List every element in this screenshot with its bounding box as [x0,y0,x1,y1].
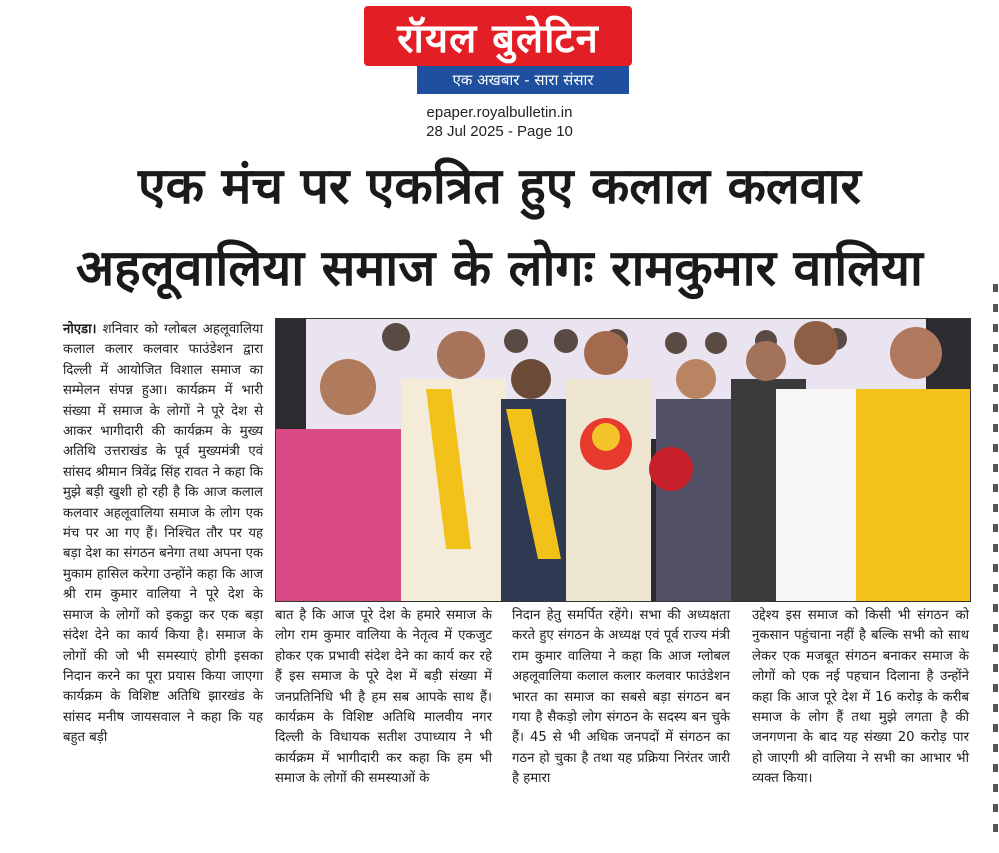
edition-date-page: 28 Jul 2025 - Page 10 [426,123,573,140]
event-photo [275,318,971,602]
edition-site: epaper.royalbulletin.in [426,104,573,121]
article-column-1 [63,320,263,749]
article-text-col2: बात है कि आज पूरे देश के हमारे समाज के लोग राम कुमार वालिया के नेतृत्व में एकजुट होकर एक प्रभावी संदेश देने का कार्य कर रहे हैं इस समाज के पूरे देश में बड़ी संख्या में जनप्रतिनिधि भी है हम सब आपके साथ हैं। कार्यक्रम के विशिष्ट अतिथि मालवीय नगर दिल्ली के विधायक सतीश उपाध्याय ने भी कार्यक्रम में भागीदारी कर कहा कि हम भी समाज के लोगों की समस्याओं के [275,608,492,787]
article-text-col3: निदान हेतु समर्पित रहेंगे। सभा की अध्यक्षता करते हुए संगठन के अध्यक्ष एवं पूर्व राज्य मंत्री राम कुमार वालिया ने कहा कि आज ग्लोबल अहलूवालिया कलाल कलार कलवार फाउंडेशन भारत का समाज का सबसे बड़ा संगठन बन गया है सैकड़ो लोग संगठन के सदस्य बन चुके हैं। 45 से भी अधिक जनपदों में संगठन का गठन हो चुका है तथा यह प्रक्रिया निरंतर जारी है हमारा [512,608,730,787]
article-text-col1: शनिवार को ग्लोबल अहलूवालिया कलाल कलार कलवार फाउंडेशन द्वारा दिल्ली में आयोजित विशाल समाज का सम्मेलन संपन्न हुआ। कार्यक्रम में भारी संख्या में समाज के लोगों ने पूरे देश से आकर भागीदारी की कार्यक्रम के मुख्य अतिथि उत्तराखंड के पूर्व मुख्यमंत्री एवं सांसद श्रीमान त्रिवेंद्र सिंह रावत ने कहा कि मुझे बड़ी खुशी हो रही है कि आज कलाल कलवार अहलूवालिया समाज के लोग एक मंच पर आ गए हैं। निश्चित तौर पर यह बड़ा देश का संगठन बनेगा तथा अपना एक मुकाम हासिल करेगा उन्होंने कहा कि आज श्री राम कुमार वालिया ने पूरे देश के समाज के लोगों को इकट्ठा कर एक बड़ा संदेश देने का कार्य किया है। समाज के लोगों की जो भी समस्याएं होगी इसका निदान करने का पूरा प्रयास किया जाएगा कार्यक्रम के विशिष्ट अतिथि झारखंड के सांसद मनीष जायसवाल ने कहा कि यह बहुत बड़ी [63,322,263,746]
article-text-col4: उद्देश्य इस समाज को किसी भी संगठन को नुकसान पहुंचाना नहीं है बल्कि सभी को साथ लेकर एक मजबूत संगठन बनाकर समाज के लोगों को एक नई पहचान दिलाना है उन्होंने कहा कि आज पूरे देश में 16 करोड़ के करीब समाज के लोग हैं तथा मुझे लगता है की जनगणना के बाद यह संख्या 20 करोड़ पार हो जाएगी श्री वालिया ने सभी का आभार भी व्यक्त किया। [752,608,969,787]
masthead-tagline: एक अखबार - सारा संसार [417,66,629,94]
masthead-title: रॉयल बुलेटिन [397,15,599,62]
dateline: नोएडा। [63,322,97,337]
article-column-3 [512,606,730,790]
headline-line-1: एक मंच पर एकत्रित हुए कलाल कलवार [138,157,861,215]
masthead-logo [364,6,632,66]
event-photo-illustration [276,319,970,601]
article-column-2 [275,606,492,790]
article-column-4 [752,606,969,790]
headline-line-2: अहलूवालिया समाज के लोगः रामकुमार वालिया [75,239,924,297]
adjacent-column-fragment [975,280,999,853]
